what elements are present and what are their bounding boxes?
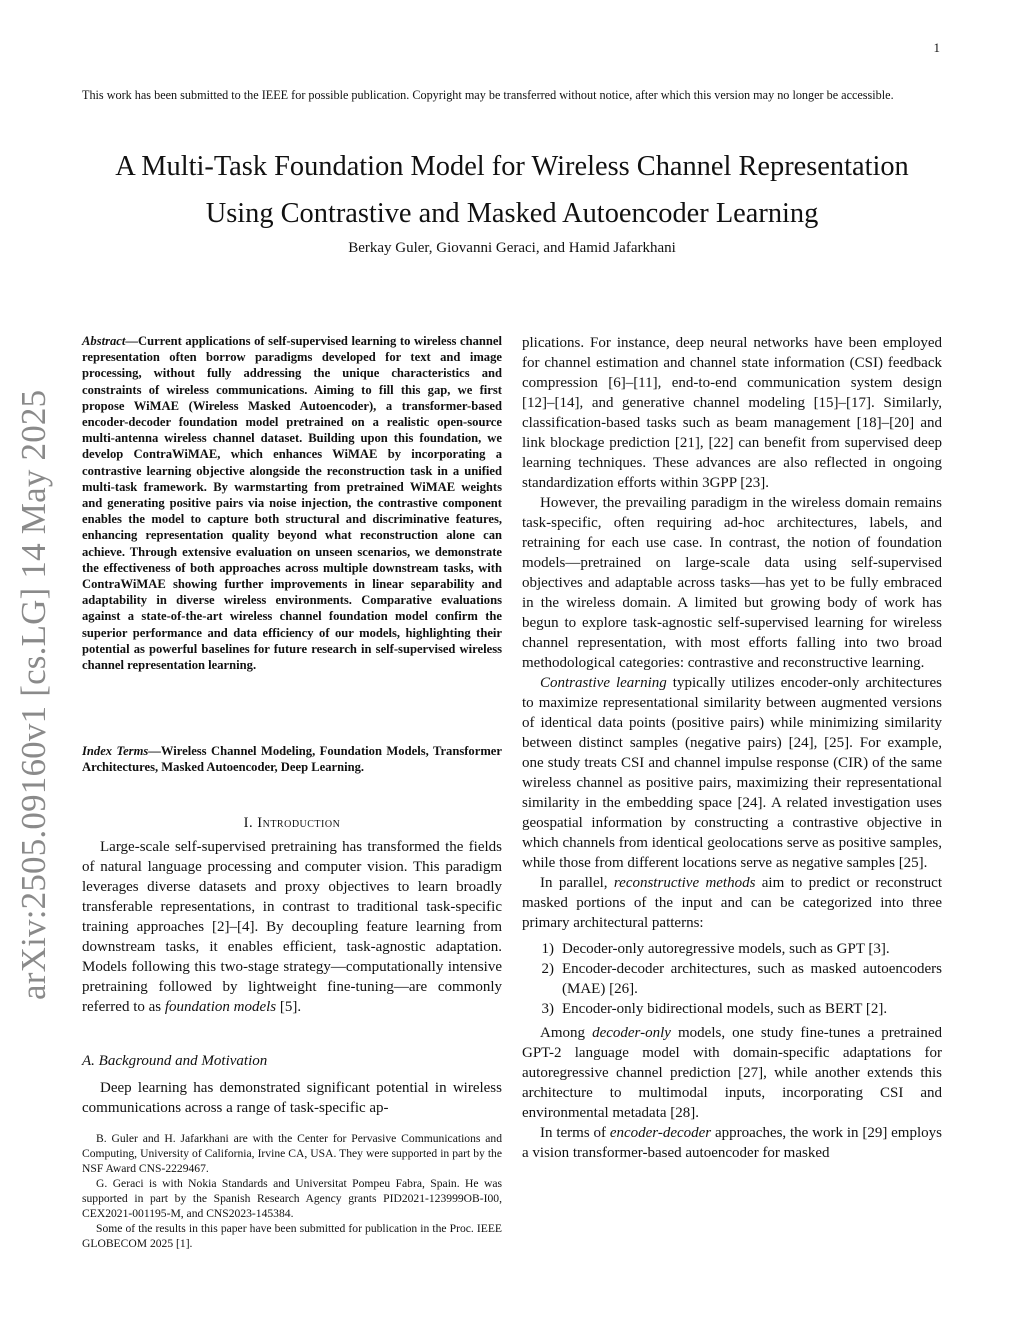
decoder-text-a: Among — [540, 1025, 593, 1041]
abstract — [82, 333, 502, 673]
list-item-text: Decoder-only autoregressive models, such as GPT [3]. — [562, 941, 890, 957]
intro-text-a: Large-scale self-supervised pretraining has transformed the fields of natural language processing and computer vision. This paradigm leverages diverse datasets and proxy objectives to learn broadly transferable representations, in contrast to traditional task-specific training approaches [2]–[4]. By decoupling feature learning from downstream tasks, it enables efficient, task-agnostic adaptation. Models following this two-stage strategy—computationally intensive pretraining followed by lightweight fine-tuning—are commonly referred to as — [82, 839, 502, 1015]
paragraph-applications: plications. For instance, deep neural networks have been employed for channel estimation and channel state information (CSI) feedback compression [6]–[11], end-to-end communication system design [12]–[14], and generative channel modeling [15]–[17]. Similarly, classification-based tasks such as beam management [18]–[20] and link blockage prediction [21], [22] can benefit from supervised deep learning techniques. These advances are also reflected in ongoing standardization efforts within 3GPP [23]. — [522, 335, 942, 491]
footnotes — [82, 1131, 502, 1251]
reconstructive-emphasis: reconstructive methods — [613, 875, 756, 891]
index-terms — [82, 743, 502, 775]
architecture-list — [522, 939, 942, 1019]
paragraph-encoder-decoder — [522, 1123, 942, 1163]
abstract-text: —Current applications of self-supervised learning to wireless channel representation often borrow paradigms developed for text and image processing, without fully addressing the unique characteristics and constraints of wireless communications. Aiming to fill this gap, we first propose WiMAE (Wireless Masked Autoencoder), a transformer-based encoder-decoder foundation model pretrained on a realistic open-source multi-antenna wireless channel dataset. Building upon this foundation, we develop ContraWiMAE, which enhances WiMAE by incorporating a contrastive learning objective alongside the reconstruction task in a unified multi-task framework. By warmstarting from pretrained WiMAE weights and generating positive pairs via noise injection, the contrastive component enables the model to capture both structural and discriminative features, enhancing representation quality beyond what reconstruction alone can achieve. Through extensive evaluation on unseen scenarios, we demonstrate the effectiveness of both approaches across multiple downstream tasks, with ContraWiMAE showing further improvements in linear separability and adaptability in diverse wireless environments. Comparative evaluations against a state-of-the-art wireless channel foundation model confirm the superior performance and data efficiency of our models, highlighting their potential as powerful baselines for future research in self-supervised wireless channel representation learning. — [82, 334, 502, 673]
paragraph-contrastive — [522, 673, 942, 873]
subsection-heading: A. Background and Motivation — [82, 1053, 268, 1069]
reconstructive-text-b: aim to predict or reconstruct masked portions of the input and can be categorized into three primary architectural patterns: — [522, 875, 943, 931]
list-item-number: 3) — [541, 1001, 554, 1017]
list-item-number: 2) — [541, 961, 554, 977]
background-paragraph — [82, 1078, 502, 1118]
arxiv-identifier-stamp: arXiv:2505.09160v1 [cs.LG] 14 May 2025 — [14, 389, 53, 1000]
paragraph-reconstructive — [522, 873, 942, 933]
contrastive-emphasis: Contrastive learning — [540, 675, 667, 691]
encdec-text-a: In terms of — [540, 1125, 610, 1141]
page-number: 1 — [933, 40, 940, 55]
reconstructive-text-a: In parallel, — [540, 875, 614, 891]
footnote-conference: Some of the results in this paper have been submitted for publication in the Proc. IEEE GLOBECOM 2025 [1]. — [82, 1222, 502, 1250]
list-item — [522, 939, 942, 959]
index-terms-label: Index Terms — [82, 744, 149, 758]
decoder-emphasis: decoder-only — [592, 1025, 671, 1041]
decoder-text-b: models, one study fine-tunes a pretrained GPT-2 language model with domain-specific adaptations for autoregressive channel prediction [27], while another extends this architecture to multimodal inputs, incorporating CSI and environmental metadata [28]. — [522, 1025, 943, 1121]
submission-notice: This work has been submitted to the IEEE for possible publication. Copyright may be transferred without notice, after which this version may no longer be accessible. — [82, 88, 894, 102]
list-item-number: 1) — [541, 941, 554, 957]
background-text: Deep learning has demonstrated significant potential in wireless communications across a range of task-specific ap- — [82, 1080, 502, 1116]
encdec-text-b: approaches, the work in [29] employs a vision transformer-based autoencoder for masked — [522, 1125, 942, 1161]
intro-paragraph — [82, 837, 502, 1017]
intro-text-emphasis: foundation models — [164, 999, 277, 1015]
paper-title — [60, 143, 964, 237]
encdec-emphasis: encoder-decoder — [609, 1125, 712, 1141]
right-column — [522, 333, 942, 1163]
list-item — [522, 959, 942, 999]
title-line-2: Using Contrastive and Masked Autoencoder Learning — [205, 198, 819, 229]
list-item — [522, 999, 942, 1019]
list-item-text: Encoder-only bidirectional models, such as BERT [2]. — [562, 1001, 888, 1017]
abstract-label: Abstract — [82, 334, 126, 348]
footnote-affiliation-1: B. Guler and H. Jafarkhani are with the Center for Pervasive Communications and Computing, University of California, Irvine CA, USA. They were supported in part by the NSF Award CNS-2229467. — [82, 1132, 502, 1175]
paragraph-paradigm: However, the prevailing paradigm in the wireless domain remains task-specific, often requiring ad-hoc architectures, labels, and retraining for each use case. In contrast, the notion of foundation models—pretrained on large-scale data using self-supervised objectives and adaptable across tasks—has yet to be fully embraced in the wireless domain. A limited but growing body of work has begun to explore task-agnostic self-supervised learning for wireless channel representation, with most efforts falling into two broad methodological categories: contrastive and reconstructive learning. — [522, 495, 942, 671]
footnote-affiliation-2: G. Geraci is with Nokia Standards and Universitat Pompeu Fabra, Spain. He was supported in part by the Spanish Research Agency grants PID2021-123999OB-I00, CEX2021-001195-M, and CNS2023-145384. — [82, 1177, 502, 1220]
paragraph-decoder-only — [522, 1023, 942, 1123]
contrastive-text: typically utilizes encoder-only architectures to maximize representational similarity between augmented versions of identical data points (positive pairs) while minimizing similarity between distinct samples (negative pairs) [24], [25]. For example, one study treats CSI and channel impulse response (CIR) of the same wireless channel as positive pairs, maximizing their representational similarity in the embedding space [24]. A related investigation uses geospatial information by constructing a contrastive objective in which channels from identical geolocations serve as positive samples, while those from different locations serve as negative samples [25]. — [522, 675, 942, 871]
section-title: Introduction — [257, 815, 341, 831]
section-numeral: I. — [243, 815, 258, 831]
intro-text-b: [5]. — [276, 999, 302, 1015]
index-terms-text: —Wireless Channel Modeling, Foundation Models, Transformer Architectures, Masked Autoencoder, Deep Learning. — [82, 744, 502, 775]
section-heading-introduction — [82, 815, 502, 832]
list-item-text: Encoder-decoder architectures, such as masked autoencoders (MAE) [26]. — [562, 961, 942, 997]
author-list: Berkay Guler, Giovanni Geraci, and Hamid Jafarkhani — [348, 240, 676, 256]
title-line-1: A Multi-Task Foundation Model for Wireless Channel Representation — [115, 151, 909, 182]
